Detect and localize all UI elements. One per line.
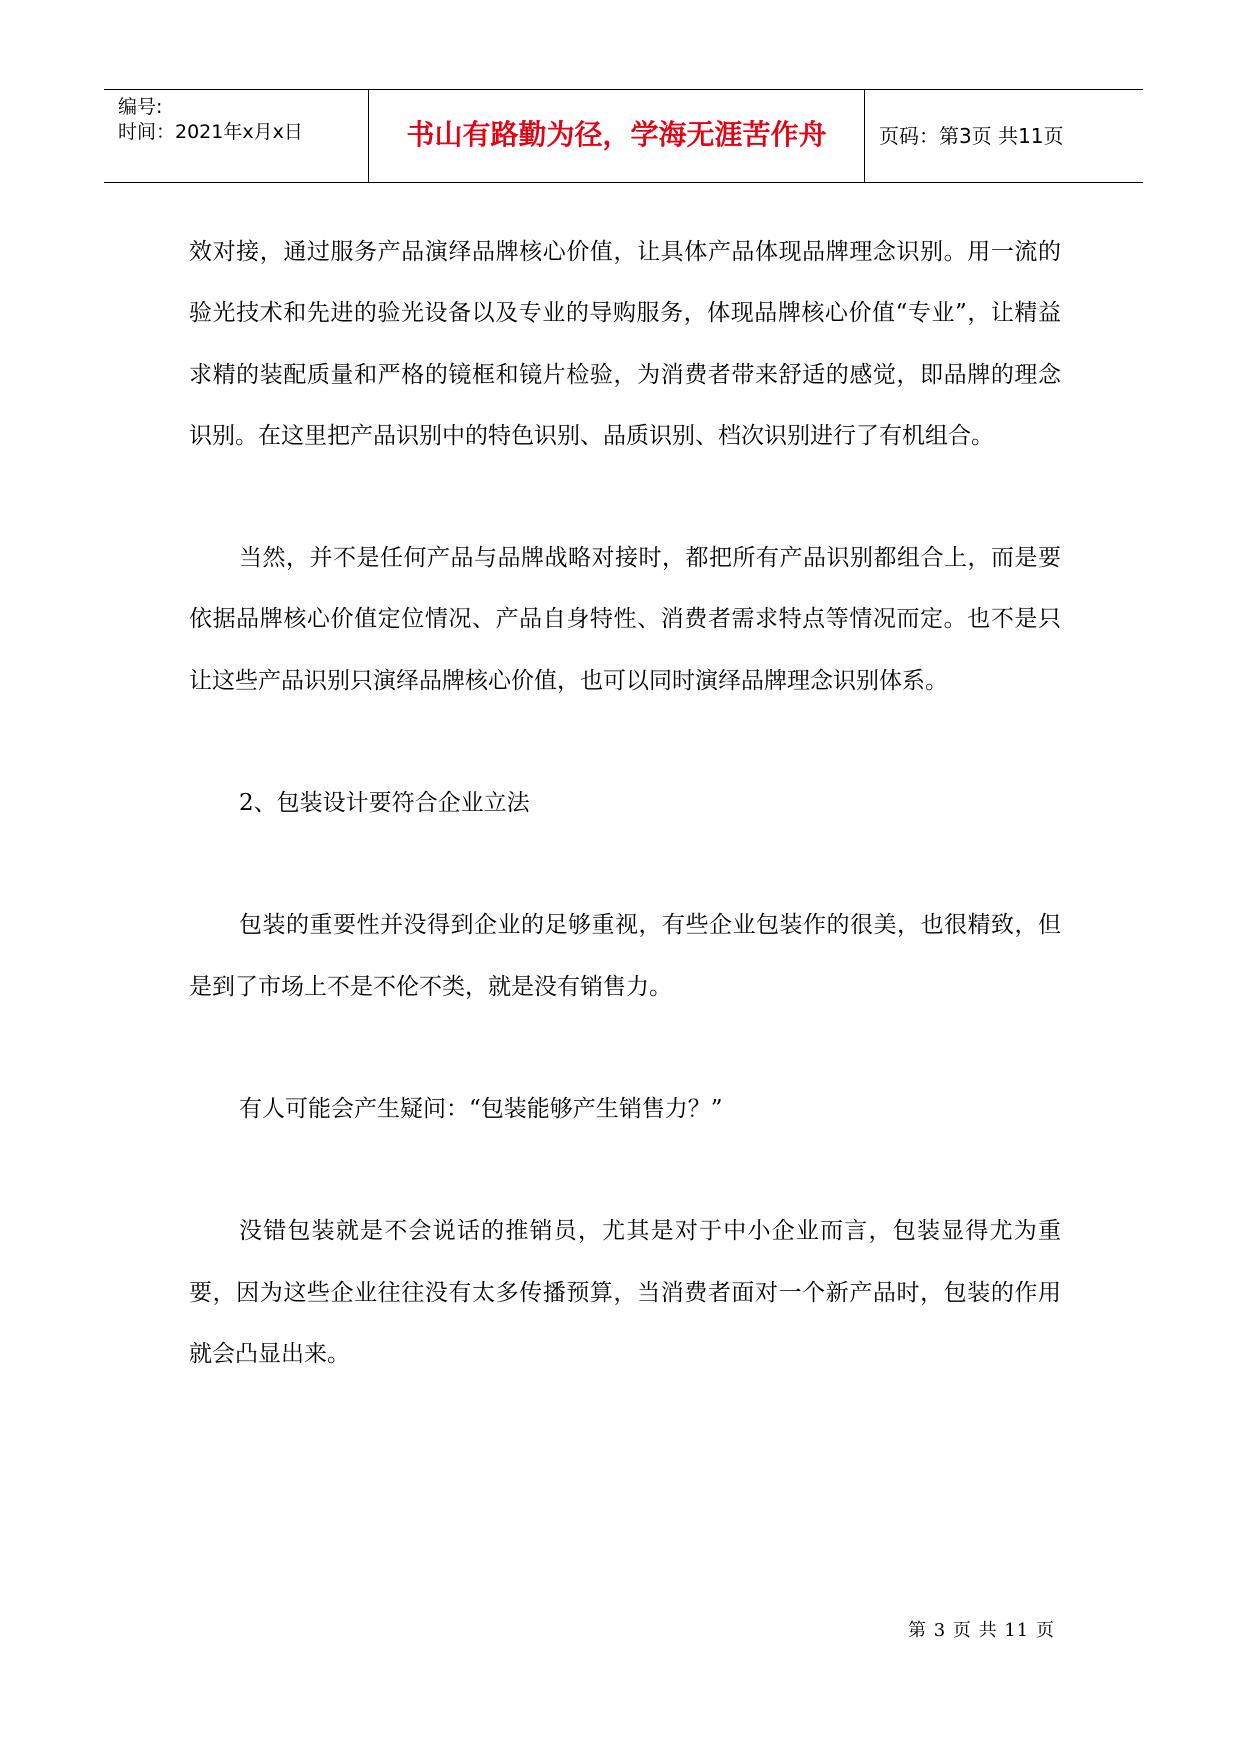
paragraph: 没错包装就是不会说话的推销员，尤其是对于中小企业而言，包装显得尤为重要，因为这些企业往往没有太多传播预算，当消费者面对一个新产品时，包装的作用就会凸显出来。 <box>189 1218 1061 1367</box>
paragraph-continued: 效对接，通过服务产品演绎品牌核心价值，让具体产品体现品牌理念识别。用一流的验光技术和先进的验光设备以及专业的导购服务，体现品牌核心价值“专业”，让精益求精的装配质量和严格的镜框和镜片检验，为消费者带来舒适的感觉，即品牌的理念识别。在这里把产品识别中的特色识别、品质识别、档次识别进行了有机组合。 <box>189 239 1061 449</box>
document-number-label: 编号: <box>118 96 163 118</box>
page-header <box>104 89 1143 183</box>
document-body <box>189 222 1061 1385</box>
header-middle-cell <box>369 90 865 182</box>
section-heading: 2、包装设计要符合企业立法 <box>239 790 530 817</box>
paragraph: 当然，并不是任何产品与品牌战略对接时，都把所有产品识别都组合上，而是要依据品牌核心价值定位情况、产品自身特性、消费者需求特点等情况而定。也不是只让这些产品识别只演绎品牌核心价值，也可以同时演绎品牌理念识别体系。 <box>189 545 1061 694</box>
header-page-info: 页码：第3页 共11页 <box>879 124 1064 148</box>
page-footer: 第 3 页 共 11 页 <box>908 1620 1055 1641</box>
paragraph: 有人可能会产生疑问：“包装能够产生销售力？” <box>239 1095 723 1122</box>
document-time-label: 时间：2021年x月x日 <box>118 121 303 143</box>
header-left-cell <box>104 90 369 182</box>
header-right-cell <box>865 90 1143 182</box>
paragraph: 包装的重要性并没得到企业的足够重视，有些企业包装作的很美，也很精致，但是到了市场上不是不伦不类，就是没有销售力。 <box>189 912 1061 1000</box>
header-motto: 书山有路勤为径，学海无涯苦作舟 <box>406 118 827 151</box>
